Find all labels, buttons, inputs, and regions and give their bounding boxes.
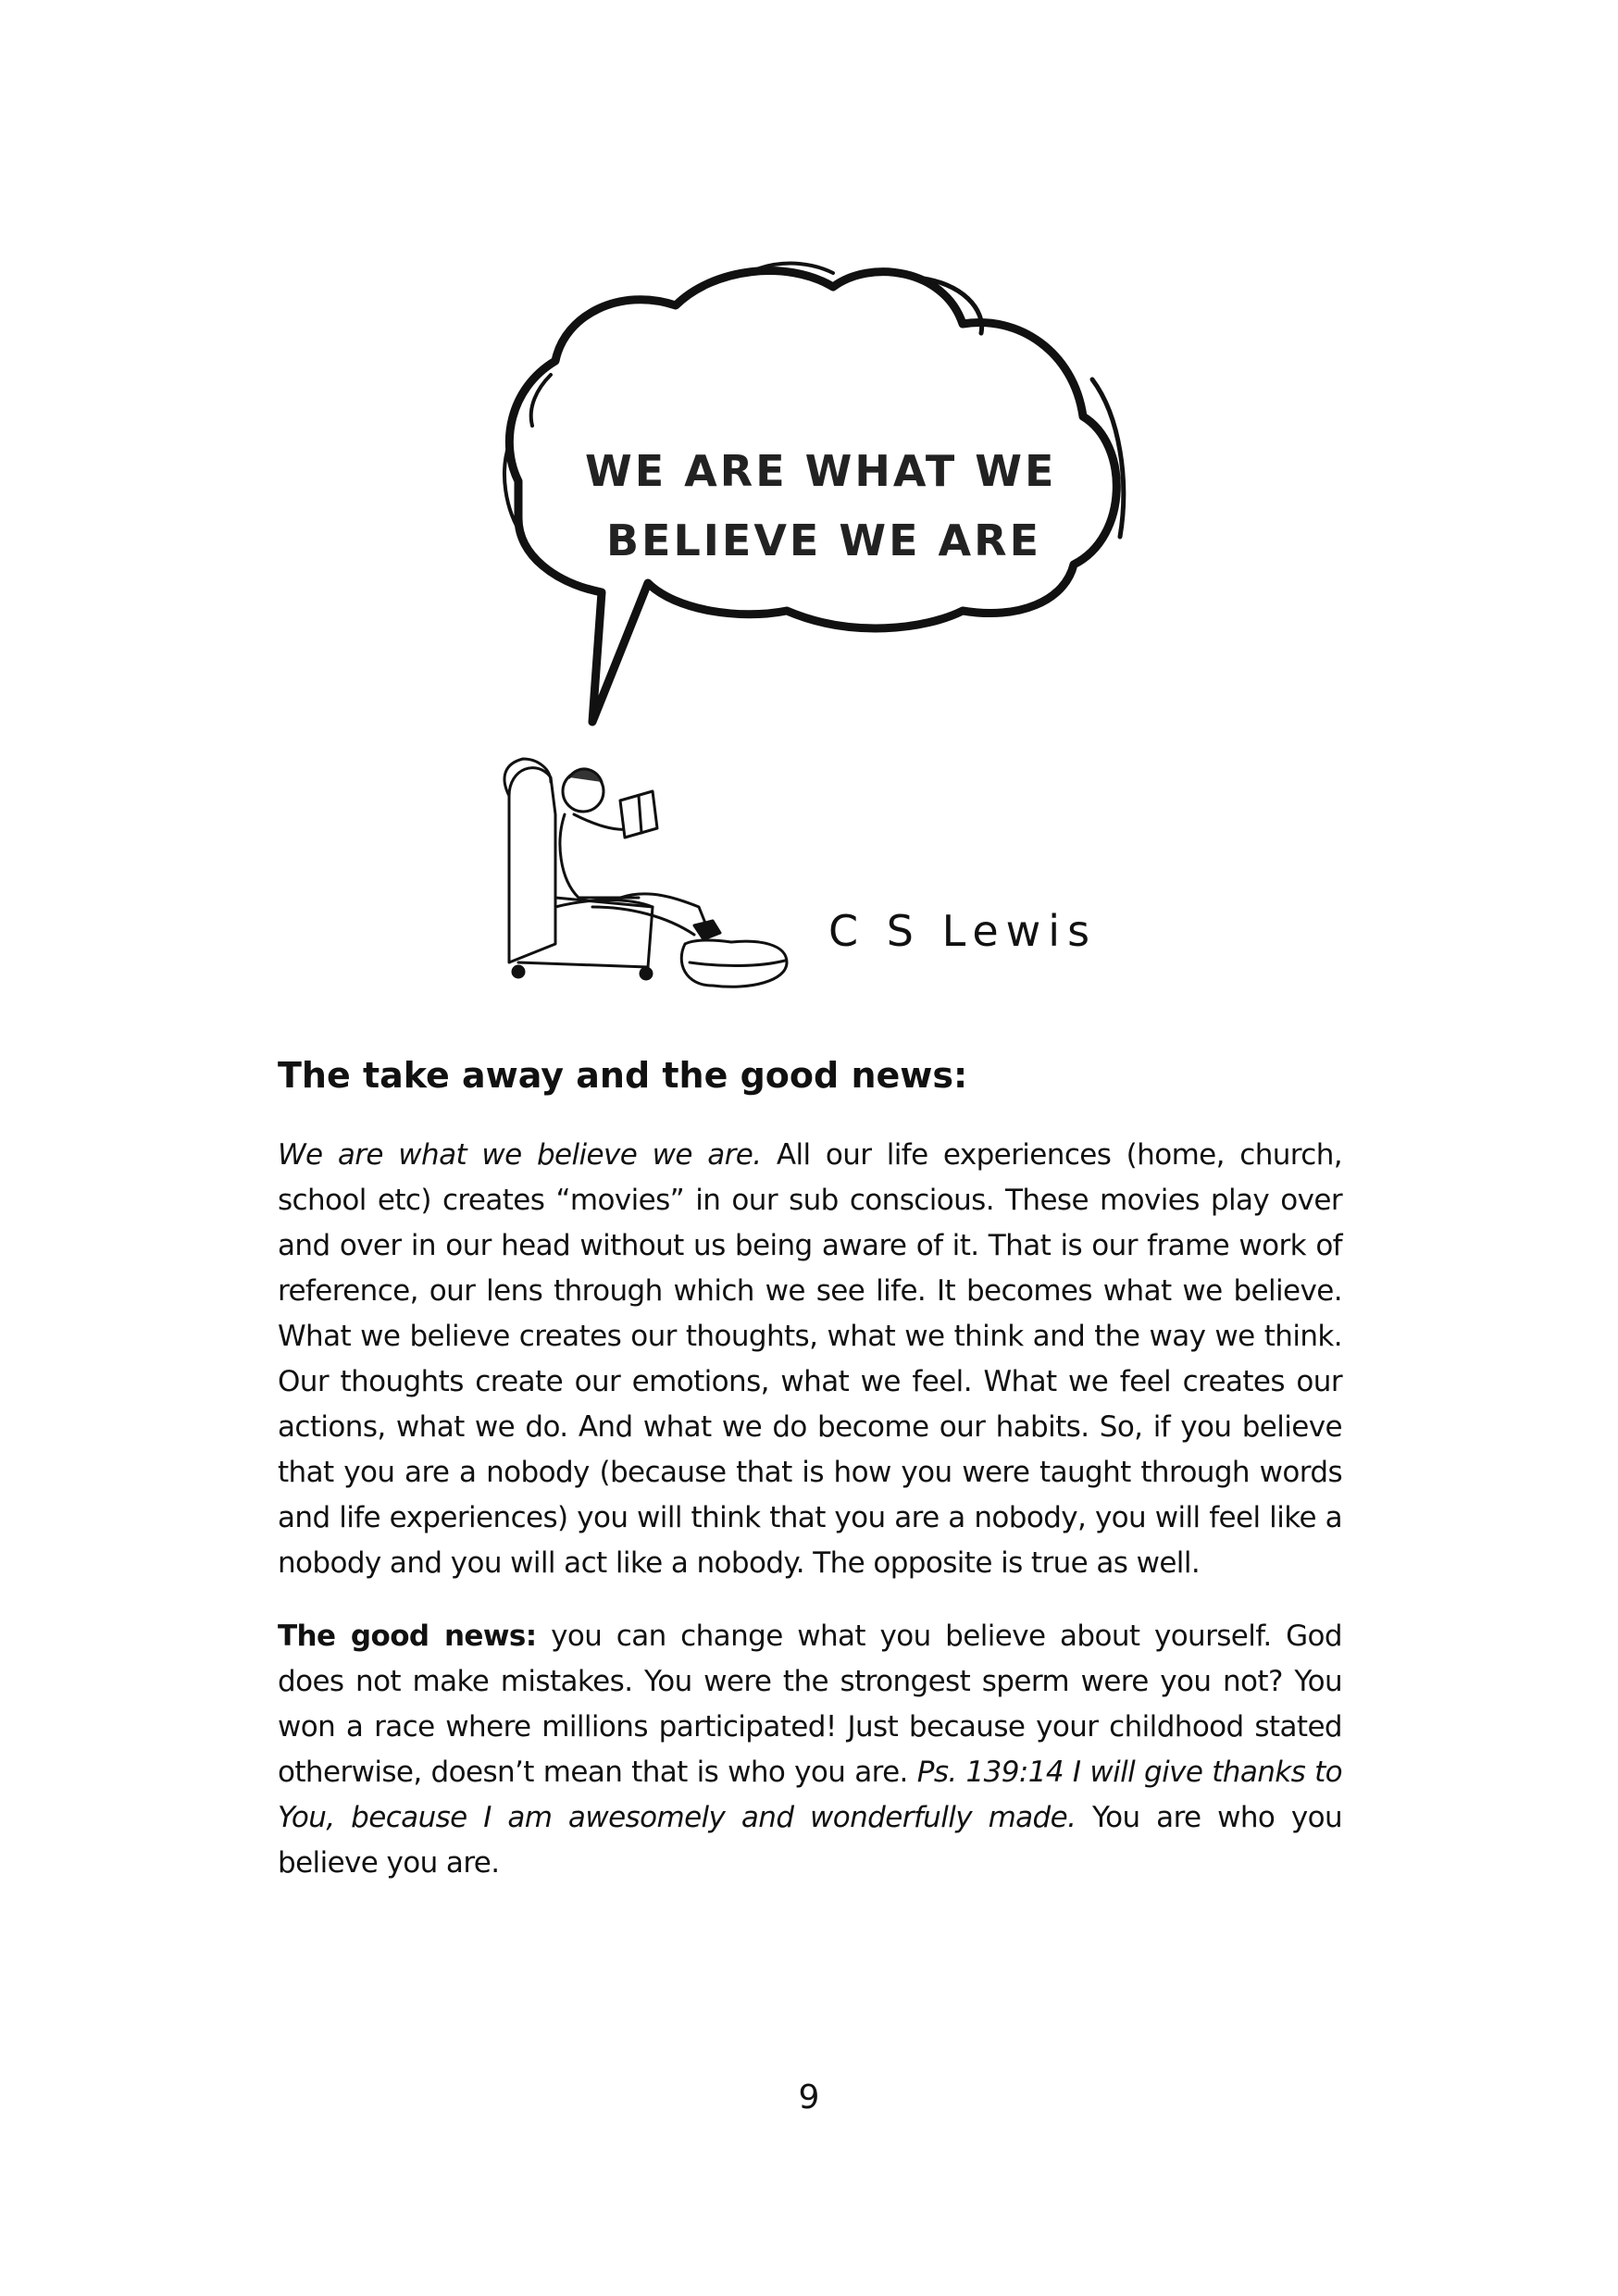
paragraph-2-body-1: you can change what you believe about yourself. God does not make mistakes. You were the strongest sperm were you not? You won a race where millions participated! Just because your childhood stated otherwise, doesn’t mean that is who you are. [278,1619,1342,1789]
bubble-line-2: BELIEVE WE ARE [606,515,1041,565]
reading-man-icon [504,759,787,987]
paragraph-1-italic-lead: We are what we believe we are. [278,1137,762,1172]
paragraph-2-body-2: You are who you believe you are. [278,1800,1343,1880]
speech-bubble-drawing [481,259,1148,999]
quote-illustration [481,259,1148,999]
paragraph-2-bold-lead: The good news: [278,1619,537,1653]
paragraph-1-body: All our life experiences (home, church, school etc) creates “movies” in our sub conscious. These movies play over and over in our head without us being aware of it. That is our frame work of reference, our lens through which we see life. It becomes what we believe. What we believe creates our thoughts, what we think and the way we think. Our thoughts create our emotions, what we feel. What we feel creates our actions, what we do. And what we do become our habits. So, if you believe that you are a nobody (because that is how you were taught through words and life experiences) you will think that you are a nobody, you will feel like a nobody and you will act like a nobody. The opposite is true as well. [278,1137,1342,1580]
speech-bubble [509,271,1116,722]
paragraph-good-news [278,1614,1342,1886]
page-number: 9 [798,2079,820,2116]
paragraph-take-away [278,1133,1342,1586]
bubble-line-1: WE ARE WHAT WE [585,446,1057,496]
section-heading: The take away and the good news: [278,1055,968,1096]
scripture-quote: Ps. 139:14 I will give thanks to You, because I am awesomely and wonderfully made. [278,1755,1342,1834]
text-content [278,1055,1342,1914]
author-name: C S Lewis [828,906,1098,956]
